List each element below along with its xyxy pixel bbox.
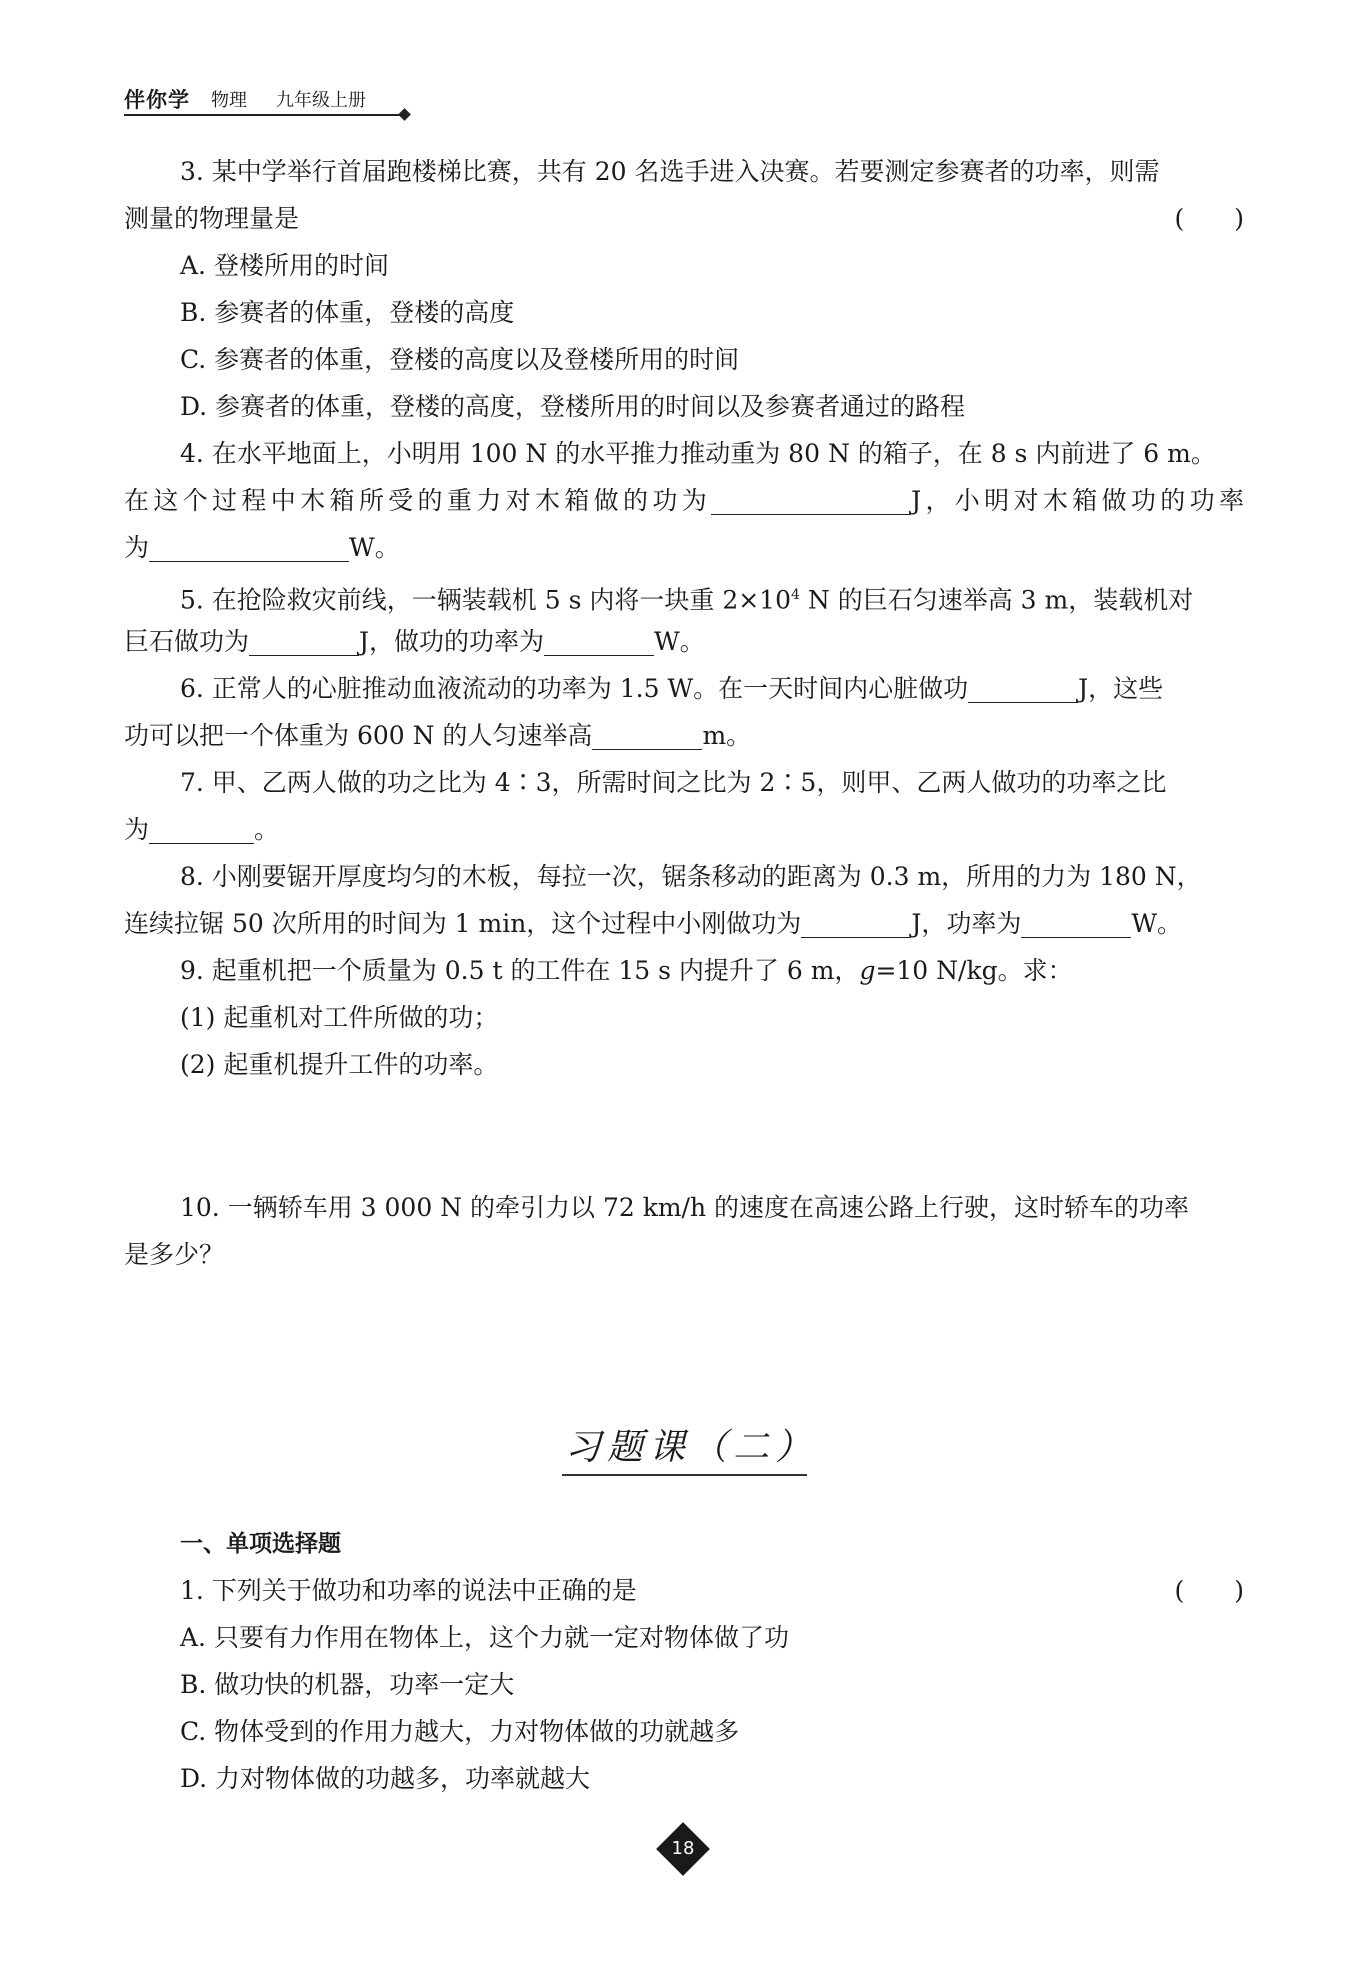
q3-option-c: C. 参赛者的体重，登楼的高度以及登楼所用的时间: [180, 345, 740, 374]
q5-blank-1[interactable]: [249, 627, 359, 656]
q5-exponent: 4: [791, 587, 800, 603]
q6-text-a: 6. 正常人的心脏推动血液流动的功率为 1.5 W。在一天时间内心脏做功: [180, 674, 969, 703]
page-header: [124, 84, 414, 114]
q9-text-b: =10 N/kg。求：: [875, 956, 1073, 985]
q4-line3: [124, 526, 1244, 570]
q9-sub-2: (2) 起重机提升工件的功率。: [180, 1050, 499, 1079]
s1-option-a: A. 只要有力作用在物体上，这个力就一定对物体做了功: [180, 1623, 789, 1652]
q8-text-c: W。: [1131, 909, 1183, 938]
q9-text-a: 9. 起重机把一个质量为 0.5 t 的工件在 15 s 内提升了 6 m，: [180, 956, 860, 985]
q6-line1: [180, 667, 1300, 711]
s1-answer-paren[interactable]: ( ): [1174, 1576, 1244, 1605]
q4-text-b: J，小明对木箱做功的功率: [911, 486, 1244, 515]
grade-label: 九年级上册: [276, 90, 366, 111]
q6-text-d: m。: [702, 721, 752, 750]
q6-blank-2[interactable]: [592, 721, 702, 750]
q4-line1: 4. 在水平地面上，小明用 100 N 的水平推力推动重为 80 N 的箱子，在 8 s 内前进了 6 m。: [180, 439, 1216, 468]
q9-sub-1: (1) 起重机对工件所做的功；: [180, 1003, 499, 1032]
q4-line2: [124, 479, 1244, 523]
q8-text-a: 连续拉锯 50 次所用的时间为 1 min，这个过程中小刚做功为: [124, 909, 802, 938]
q4-blank-2[interactable]: [149, 533, 349, 562]
q5-text-d: J，做功的功率为: [359, 627, 545, 656]
s1-option-b: B. 做功快的机器，功率一定大: [180, 1670, 515, 1699]
q3-answer-paren[interactable]: ( ): [1174, 204, 1244, 233]
header-rule: [124, 114, 404, 116]
page-number-badge: [660, 1826, 706, 1872]
q3-line2: 测量的物理量是: [124, 204, 300, 233]
q9-gravity-symbol: g: [859, 956, 876, 985]
q3-option-b: B. 参赛者的体重，登楼的高度: [180, 298, 515, 327]
q6-blank-1[interactable]: [968, 674, 1078, 703]
q5-line1: [180, 573, 1244, 617]
q7-text-b: 。: [254, 815, 280, 844]
q5-blank-2[interactable]: [544, 627, 654, 656]
s1-line1: 1. 下列关于做功和功率的说法中正确的是: [180, 1576, 637, 1605]
q10-line2: 是多少？: [124, 1240, 225, 1269]
q7-line1: 7. 甲、乙两人做的功之比为 4∶3，所需时间之比为 2∶5，则甲、乙两人做功的功率之比: [180, 768, 1167, 797]
q7-blank[interactable]: [149, 815, 254, 844]
q7-text-a: 为: [124, 815, 150, 844]
q5-line2: [124, 620, 1244, 664]
subject-label: 物理: [211, 90, 247, 111]
q8-line1: 8. 小刚要锯开厚度均匀的木板，每拉一次，锯条移动的距离为 0.3 m，所用的力为 180 N，: [180, 862, 1202, 891]
q10-line1: 10. 一辆轿车用 3 000 N 的牵引力以 72 km/h 的速度在高速公路上行驶，这时轿车的功率: [180, 1193, 1190, 1222]
q5-text-c: 巨石做功为: [124, 627, 250, 656]
q8-text-b: J，功率为: [911, 909, 1022, 938]
q9-line1: [180, 949, 1300, 993]
section-title: 习题课（二）: [565, 1427, 818, 1468]
section-subhead: 一、单项选择题: [180, 1531, 341, 1557]
q3-option-d: D. 参赛者的体重，登楼的高度，登楼所用的时间以及参赛者通过的路程: [180, 392, 966, 421]
diamond-icon: [398, 108, 411, 121]
q8-line2: [124, 902, 1244, 946]
q6-text-c: 功可以把一个体重为 600 N 的人匀速举高: [124, 721, 593, 750]
q7-line2: [124, 808, 1244, 852]
q3-option-a: A. 登楼所用的时间: [180, 251, 389, 280]
q8-blank-2[interactable]: [1021, 909, 1131, 938]
q4-text-c: 为: [124, 533, 150, 562]
brand-logo: 伴你学: [124, 88, 190, 112]
q6-line2: [124, 714, 1244, 758]
s1-option-c: C. 物体受到的作用力越大，力对物体做的功就越多: [180, 1717, 740, 1746]
q8-blank-1[interactable]: [801, 909, 911, 938]
q3-line1: 3. 某中学举行首届跑楼梯比赛，共有 20 名选手进入决赛。若要测定参赛者的功率，则需: [180, 157, 1160, 186]
q5-text-b: N 的巨石匀速举高 3 m，装载机对: [799, 585, 1194, 615]
q6-text-b: J，这些: [1078, 674, 1164, 703]
q5-text-a: 5. 在抢险救灾前线，一辆装载机 5 s 内将一块重 2×10: [180, 585, 791, 615]
q4-blank-1[interactable]: [711, 486, 911, 515]
q4-text-a: 在这个过程中木箱所受的重力对木箱做的功为: [124, 486, 712, 515]
section-title-rule: [562, 1474, 807, 1476]
q5-text-e: W。: [654, 627, 705, 656]
page-number: 18: [671, 1838, 695, 1859]
s1-option-d: D. 力对物体做的功越多，功率就越大: [180, 1764, 591, 1793]
q4-text-d: W。: [349, 533, 400, 562]
